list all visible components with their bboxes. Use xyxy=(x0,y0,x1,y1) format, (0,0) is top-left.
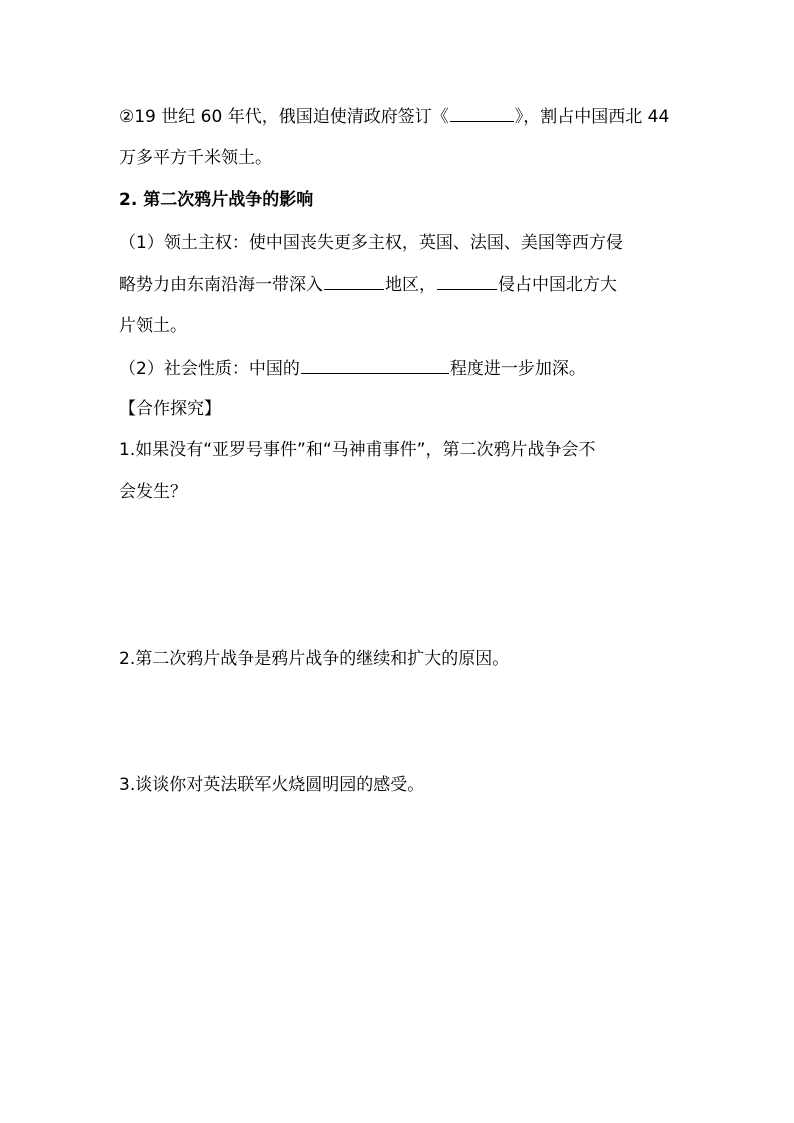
region-blank[interactable] xyxy=(324,272,384,290)
influence-heading: 2. 第二次鸦片战争的影响 xyxy=(119,190,314,210)
influence-item-2-prefix: （2）社会性质：中国的 xyxy=(119,359,300,379)
treaty-sentence-line-1 xyxy=(119,104,669,129)
society-nature-blank[interactable] xyxy=(301,356,449,374)
influence-item-1-text-b: 地区， xyxy=(385,275,436,295)
influence-item-1-line-3: 片领土。 xyxy=(119,316,187,336)
question-3: 3.谈谈你对英法联军火烧圆明园的感受。 xyxy=(119,775,425,795)
influence-item-1-text-c: 侵占中国北方大 xyxy=(498,275,617,295)
treaty-sentence-suffix: 》，割占中国西北 44 xyxy=(514,107,670,127)
influence-item-1-line-1: （1）领土主权：使中国丧失更多主权，英国、法国、美国等西方侵 xyxy=(119,233,623,253)
treaty-sentence-prefix: ②19 世纪 60 年代，俄国迫使清政府签订《 xyxy=(119,107,449,127)
influence-item-1-line-2 xyxy=(119,272,617,297)
question-1-line-1: 1.如果没有“亚罗号事件”和“马神甫事件”，第二次鸦片战争会不 xyxy=(119,440,596,460)
question-1-line-2: 会发生？ xyxy=(119,482,187,502)
influence-item-1-text-a: 略势力由东南沿海一带深入 xyxy=(119,275,323,295)
cooperation-heading: 【合作探究】 xyxy=(119,399,221,419)
treaty-name-blank[interactable] xyxy=(450,104,514,122)
influence-item-2-suffix: 程度进一步加深。 xyxy=(449,359,586,379)
influence-item-2 xyxy=(119,356,586,381)
question-2: 2.第二次鸦片战争是鸦片战争的继续和扩大的原因。 xyxy=(119,649,510,669)
treaty-sentence-line-2: 万多平方千米领土。 xyxy=(119,148,272,168)
country-blank[interactable] xyxy=(437,272,497,290)
